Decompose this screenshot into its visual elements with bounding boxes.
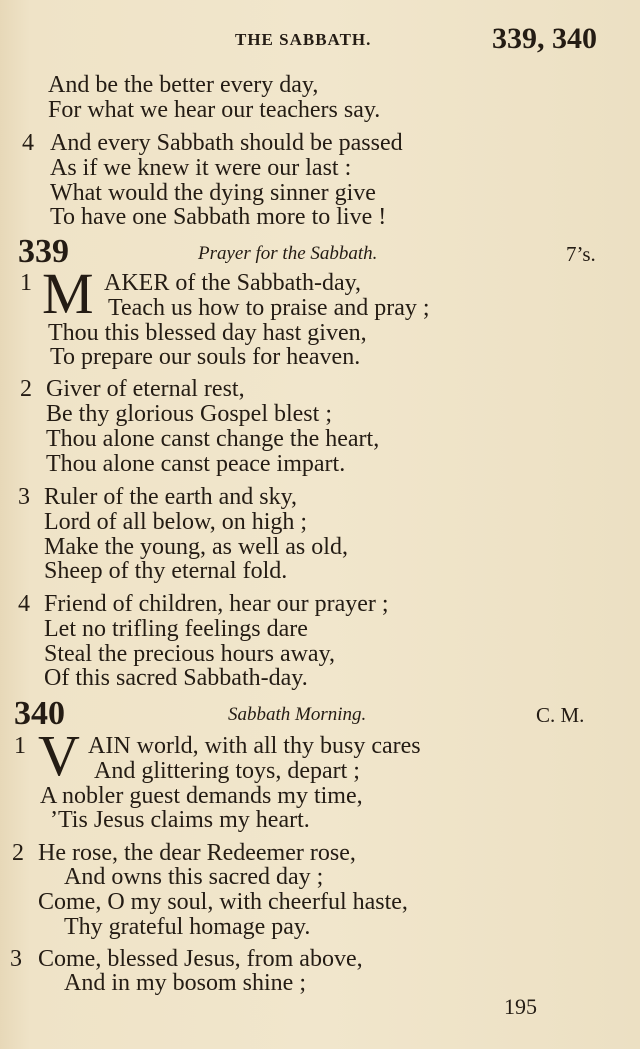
- verse-line: Teach us how to praise and pray ;: [108, 295, 430, 321]
- verse-line: He rose, the dear Redeemer rose,: [38, 840, 356, 866]
- verse-line: Steal the precious hours away,: [44, 641, 336, 667]
- stanza-number: 2: [12, 840, 24, 866]
- verse-line: To have one Sabbath more to live !: [50, 204, 387, 230]
- verse-line: As if we knew it were our last :: [50, 155, 352, 181]
- verse-line: A nobler guest demands my time,: [40, 783, 363, 809]
- stanza-number: 1: [14, 733, 26, 759]
- verse-line: Come, blessed Jesus, from above,: [38, 946, 363, 972]
- verse-line: And every Sabbath should be passed: [50, 130, 403, 156]
- verse-line: To prepare our souls for heaven.: [50, 344, 361, 370]
- verse-line: Ruler of the earth and sky,: [44, 484, 298, 510]
- verse-line: Thou this blessed day hast given,: [48, 320, 367, 346]
- verse-line: AKER of the Sabbath-day,: [104, 270, 362, 296]
- verse-line: Lord of all below, on high ;: [44, 509, 308, 535]
- verse-line: Thou alone canst peace impart.: [46, 451, 346, 477]
- drop-cap: V: [38, 723, 80, 788]
- stanza-number: 2: [20, 376, 32, 402]
- stanza-number: 1: [20, 270, 32, 296]
- hymn-number: 339: [18, 233, 69, 270]
- drop-cap: M: [42, 261, 94, 326]
- verse-line: Thy grateful homage pay.: [64, 914, 311, 940]
- verse-line: What would the dying sinner give: [50, 180, 376, 206]
- verse-line: Sheep of thy eternal fold.: [44, 558, 288, 584]
- running-header-hymn-numbers: 339, 340: [492, 22, 597, 55]
- verse-line: Thou alone canst change the heart,: [46, 426, 380, 452]
- stanza-number: 3: [10, 946, 22, 972]
- verse-line: ’Tis Jesus claims my heart.: [50, 807, 310, 833]
- verse-line: Make the young, as well as old,: [44, 534, 348, 560]
- verse-line: Let no trifling feelings dare: [44, 616, 308, 642]
- hymn-meter: C. M.: [536, 703, 585, 727]
- verse-line: Friend of children, hear our prayer ;: [44, 591, 389, 617]
- verse-line: Giver of eternal rest,: [46, 376, 245, 402]
- verse-line: Of this sacred Sabbath-day.: [44, 665, 308, 691]
- hymn-title: Sabbath Morning.: [228, 704, 367, 725]
- verse-line: And owns this sacred day ;: [64, 864, 324, 890]
- verse-line: Be thy glorious Gospel blest ;: [46, 401, 332, 427]
- verse-line: Come, O my soul, with cheerful haste,: [38, 889, 408, 915]
- hymn-meter: 7’s.: [566, 242, 596, 266]
- hymn-title: Prayer for the Sabbath.: [198, 243, 378, 264]
- running-header-title: THE SABBATH.: [235, 30, 372, 49]
- verse-line: And in my bosom shine ;: [64, 970, 307, 996]
- stanza-number: 3: [18, 484, 30, 510]
- verse-line: For what we hear our teachers say.: [48, 97, 381, 123]
- hymn-number: 340: [14, 695, 65, 732]
- page-number: 195: [504, 994, 537, 1019]
- verse-line: AIN world, with all thy busy cares: [88, 733, 421, 759]
- verse-line: And be the better every day,: [48, 72, 319, 98]
- stanza-number: 4: [22, 130, 34, 156]
- stanza-number: 4: [18, 591, 30, 617]
- verse-line: And glittering toys, depart ;: [94, 758, 360, 784]
